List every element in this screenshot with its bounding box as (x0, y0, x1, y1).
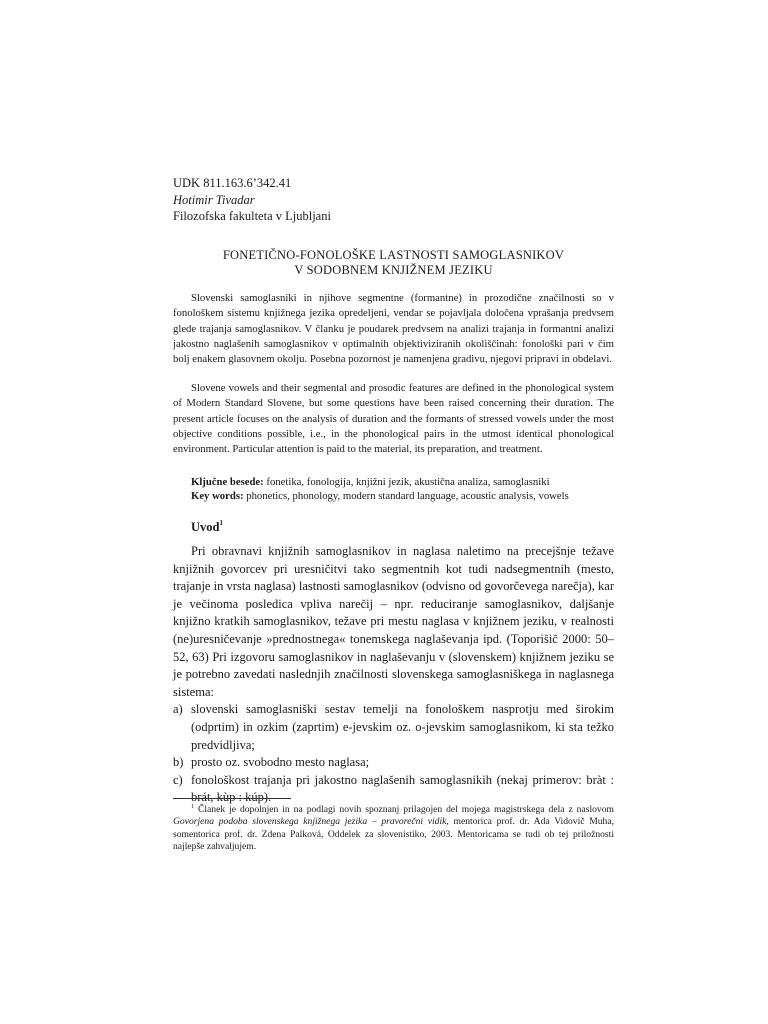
title-line-1: FONETIČNO-FONOLOŠKE LASTNOSTI SAMOGLASNIKOV (222, 248, 565, 262)
footnote-thesis-title: Govorjena podoba slovenskega knjižnega jezika – pravorečni vidik (173, 816, 447, 828)
abstract-slovene: Slovenski samoglasniki in njihove segmentne (formantne) in prozodične značilnosti so v fonološkem sistemu knjižnega jezika opredeljeni, vendar se pojavljala določena vprašanja predvsem glede trajanja samoglasnikov. V članku je poudarek predvsem na analizi trajanja in formantni analizi jakostno naglašenih samoglasnikov v optimalnih objektiviziranih okoliščinah: fonološki pari v čim bolj enakem glasovnem okolju. Posebna pozornost je namenjena gradivu, njegovi pripravi in obdelavi. (173, 292, 614, 366)
footnote (173, 801, 614, 854)
article-header (173, 175, 331, 225)
section-heading (191, 519, 223, 535)
keywords-english (191, 489, 569, 503)
author-name: Hotimir Tivadar (173, 192, 255, 207)
list-item-label: c) (173, 772, 183, 787)
list-item-label: a) (173, 702, 183, 717)
keywords-block (191, 475, 569, 503)
feature-list (173, 701, 614, 807)
keywords-english-text: phonetics, phonology, modern standard language, acoustic analysis, vowels (243, 490, 569, 502)
list-item-text: slovenski samoglasniški sestav temelji na fonološkem nasprotju med širokim (odprtim) in ozkim (zaprtim) e-jevskim oz. o-jevskim samoglasnikom, ki sta težko predvidljiva; (191, 702, 614, 752)
list-item-text: fonološkost trajanja pri jakostno naglašenih samoglasnikih (nekaj primerov: bràt : brát, kùp : kúp). (191, 772, 614, 805)
article-title (173, 248, 614, 278)
keywords-slovene-text: fonetika, fonologija, knjižni jezik, akustična analiza, samoglasniki (263, 476, 550, 488)
abstract-english: Slovene vowels and their segmental and prosodic features are defined in the phonological system of Modern Standard Slovene, but some questions have been raised concerning their duration. The present article focuses on the analysis of duration and the formants of stressed vowels under the most objective conditions possible, i.e., in the phonological pairs in the utmost identical phonological environment. Particular attention is paid to the material, its preparation, and treatment. (173, 382, 614, 456)
footnote-mark: 1 (191, 804, 194, 810)
list-item (173, 701, 614, 754)
list-item-text: prosto oz. svobodno mesto naglasa; (191, 755, 370, 770)
footnote-text (173, 801, 614, 854)
udk-code: UDK 811.163.6’342.41 (173, 176, 292, 190)
title-line-2: V SODOBNEM KNJIŽNEM JEZIKU (294, 263, 493, 277)
body-paragraph: Pri obravnavi knjižnih samoglasnikov in naglasa naletimo na precejšnje težave knjižnih govorcev pri uresničitvi tako segmentnih kot tudi nadsegmentnih (mesto, trajanje in vrsta naglasa) lastnosti samoglasnikov (odvisno od govorčevega narečja), kar je večinoma posledica vpliva narečij – npr. reduciranje samoglasnikov, daljšanje knjižno kratkih samoglasnikov, težave pri mestu naglasa v knjižnem jeziku, v realnosti (ne)uresničevanje »prednostnega« tonemskega naglaševanja ipd. (Toporišič 2000: 50–52, 63) Pri izgovoru samoglasnikov in naglaševanju v (slovenskem) knjižnem jeziku se je potrebno zavedati naslednjih značilnosti slovenskega samoglasniškega in naglasnega sistema: (173, 544, 614, 699)
section-title: Uvod (191, 520, 220, 534)
keywords-slovene-label: Ključne besede: (191, 476, 264, 488)
footnote-reference[interactable]: 1 (219, 519, 223, 527)
footnote-text-before: Članek je dopolnjen in na podlagi novih spoznanj prilagojen del mojega magistrskega dela z naslovom (194, 804, 614, 815)
keywords-english-label: Key words: (191, 490, 244, 502)
body-text (173, 543, 614, 807)
list-item-label: b) (173, 755, 184, 770)
list-item (173, 754, 614, 772)
footnote-text-after: , mentorica prof. dr. Ada Vidovič Muha, somentorica prof. dr. Zdena Palková, Oddelek za slovenistiko, 2003. Mentoricama se tudi ob tej priložnosti najlepše zahvaljujem. (173, 816, 615, 853)
keywords-slovene (191, 475, 569, 489)
footnote-divider (173, 798, 291, 799)
author-affiliation: Filozofska fakulteta v Ljubljani (173, 209, 331, 223)
